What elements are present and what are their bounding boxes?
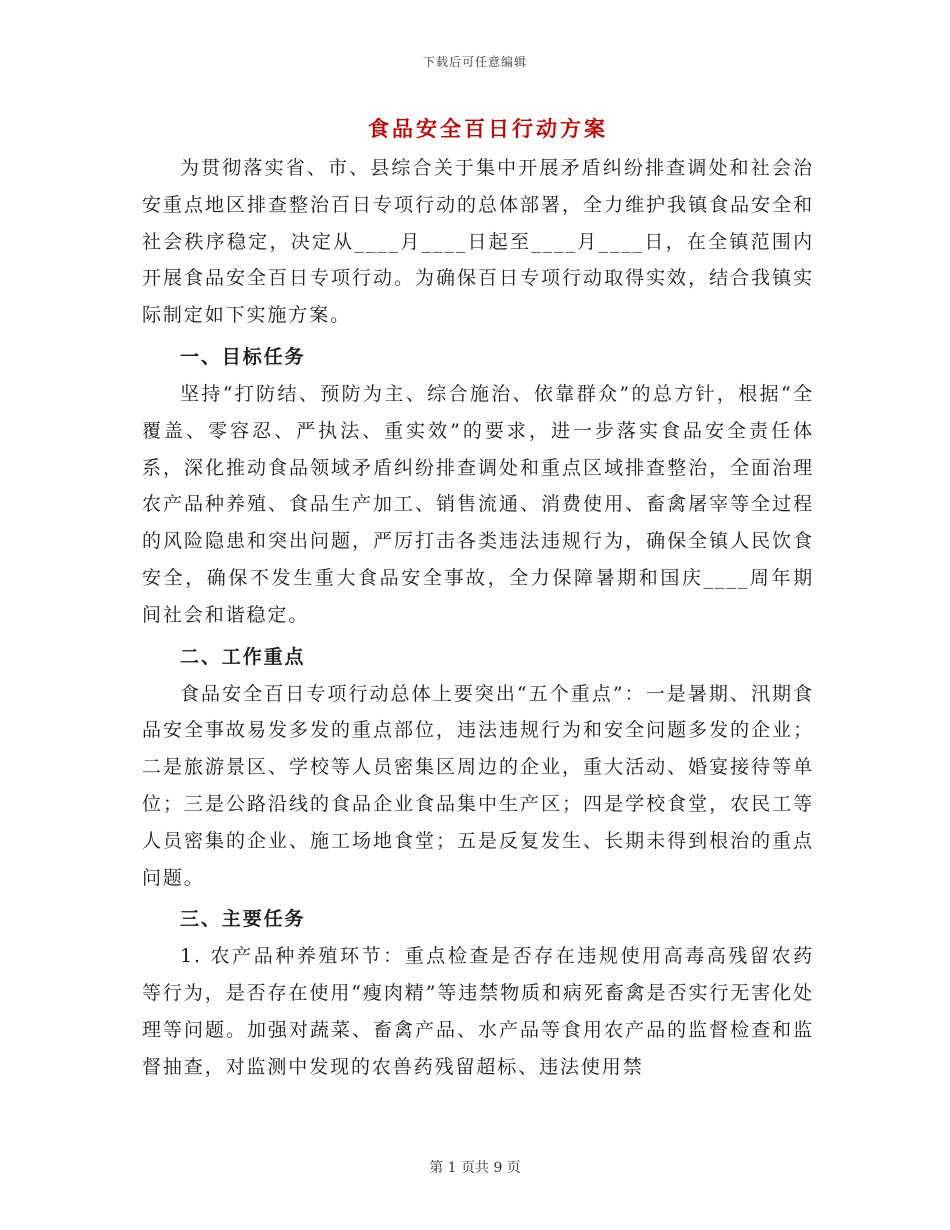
section-heading-focus: 二、工作重点 xyxy=(180,645,306,668)
page-header: 下载后可任意编辑 xyxy=(422,55,527,69)
section-body-tasks: 1. 农产品种养殖环节：重点检查是否存在违规使用高毒高残留农药等行为，是否存在使用“瘦肉精”等违禁物质和病死畜禽是否实行无害化处理等问题。加强对蔬菜、畜禽产品、水产品等食用农产品的监督检查和监督抽查，对监测中发现的农兽药残留超标、违法使用禁 xyxy=(142,945,814,1078)
section-body-goals: 坚持“打防结、预防为主、综合施治、依靠群众”的总方针，根据“全覆盖、零容忍、严执法、重实效”的要求，进一步落实食品安全责任体系，深化推动食品领域矛盾纠纷排查调处和重点区域排查整治，全面治理农产品种养殖、食品生产加工、销售流通、消费使用、畜禽屠宰等全过程的风险隐患和突出问题，严厉打击各类违法违规行为，确保全镇人民饮食安全，确保不发生重大食品安全事故，全力保障暑期和国庆____周年期间社会和谐稳定。 xyxy=(142,382,814,626)
page-footer: 第 1 页共 9 页 xyxy=(429,1160,521,1176)
document-body xyxy=(142,108,814,1086)
section-heading-tasks: 三、主要任务 xyxy=(180,908,306,931)
section-body-focus: 食品安全百日专项行动总体上要突出“五个重点”：一是暑期、汛期食品安全事故易发多发的重点部位，违法违规行为和安全问题多发的企业；二是旅游景区、学校等人员密集区周边的企业，重大活动、婚宴接待等单位；三是公路沿线的食品企业食品集中生产区；四是学校食堂，农民工等人员密集的企业、施工场地食堂；五是反复发生、长期未得到根治的重点问题。 xyxy=(142,682,814,889)
section-heading-goals: 一、目标任务 xyxy=(180,345,306,368)
intro-paragraph: 为贯彻落实省、市、县综合关于集中开展矛盾纠纷排查调处和社会治安重点地区排查整治百日专项行动的总体部署，全力维护我镇食品安全和社会秩序稳定，决定从____月____日起至____月____日，在全镇范围内开展食品安全百日专项行动。为确保百日专项行动取得实效，结合我镇实际制定如下实施方案。 xyxy=(142,157,814,327)
document-title: 食品安全百日行动方案 xyxy=(368,117,608,141)
